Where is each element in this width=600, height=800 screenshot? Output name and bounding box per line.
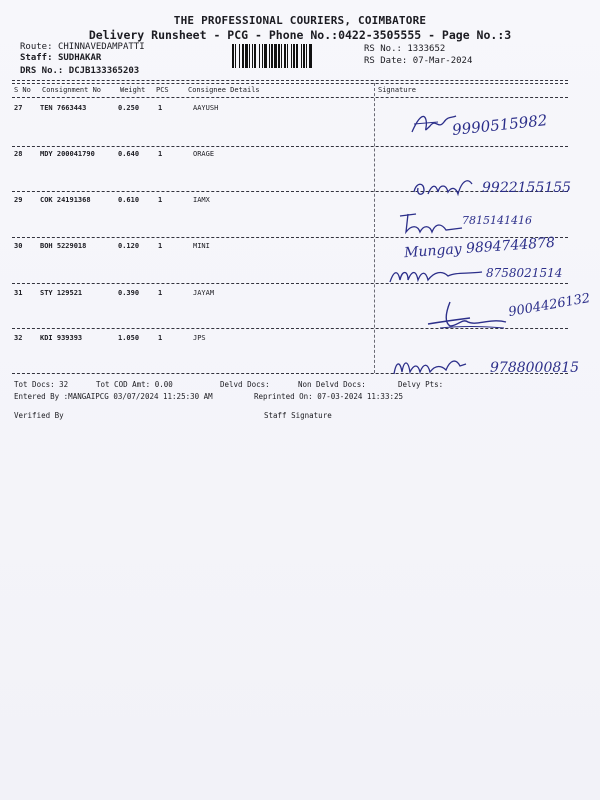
staff-value: SUDHAKAR [57, 53, 102, 63]
drs-label: DRS No.: [20, 66, 64, 76]
handwritten-phone-29: 7815141416 [462, 214, 532, 227]
handwritten-phone-32: 9788000815 [490, 360, 580, 376]
row-sno: 32 [14, 334, 23, 342]
rs-date-label: RS Date: [364, 56, 408, 66]
row-pcs: 1 [158, 104, 163, 112]
rs-date-line [364, 56, 472, 66]
entered-by: Entered By :MANGAIPCG 03/07/2024 11:25:30 AM [14, 392, 213, 401]
row-consignee: JPS [193, 334, 206, 342]
handwritten-phone-30b: 8758021514 [486, 266, 563, 280]
signature-column-divider [374, 83, 375, 373]
signature-row-31 [420, 296, 510, 336]
staff-label: Staff: [20, 53, 53, 63]
handwritten-phone-28: 9922155155 [482, 180, 572, 196]
row-consignee: AAYUSH [193, 104, 219, 112]
total-docs: Tot Docs: 32 [14, 380, 69, 389]
drs-value: DCJB133365203 [68, 66, 140, 76]
row-consignee: MINI [193, 242, 210, 250]
row-weight: 0.120 [118, 242, 140, 250]
row-sno: 29 [14, 196, 23, 204]
row-sno: 27 [14, 104, 23, 112]
signature-row-29 [396, 210, 466, 240]
col-header-sno: S No [14, 86, 31, 94]
row-weight: 0.250 [118, 104, 140, 112]
row-consignment: COK 24191368 [40, 196, 91, 204]
row-pcs: 1 [158, 334, 163, 342]
reprinted-on: Reprinted On: 07-03-2024 11:33:25 [254, 392, 404, 401]
handwritten-phone-31: 9004426132 [507, 290, 592, 321]
drs-line [20, 66, 139, 76]
row-sno: 30 [14, 242, 23, 250]
row-consignment: TEN 7663443 [40, 104, 87, 112]
row-pcs: 1 [158, 289, 163, 297]
row-pcs: 1 [158, 242, 163, 250]
route-line [20, 42, 145, 52]
row-sno: 28 [14, 150, 23, 158]
signature-row-27 [408, 108, 458, 140]
company-name: THE PROFESSIONAL COURIERS, COIMBATORE [173, 14, 427, 27]
barcode [232, 44, 356, 68]
signature-row-28 [410, 174, 480, 202]
col-header-weight: Weight [120, 86, 146, 94]
row-consignment: KDI 939393 [40, 334, 83, 342]
route-value: CHINNAVEDAMPATTI [57, 42, 145, 52]
rs-no-label: RS No.: [364, 44, 402, 54]
row-consignment: BOH 5229018 [40, 242, 87, 250]
handwritten-phone-30: Mungay 9894744878 [403, 234, 556, 262]
handwritten-phone-27: 9990515982 [451, 111, 549, 139]
row-pcs: 1 [158, 196, 163, 204]
row-weight: 0.390 [118, 289, 140, 297]
col-header-consignee: Consignee Details [188, 86, 260, 94]
runsheet-title: Delivery Runsheet - PCG - Phone No.:0422-3505555 - Page No.:3 [88, 28, 512, 42]
row-weight: 1.050 [118, 334, 140, 342]
delivered-docs: Delvd Docs: [220, 380, 270, 389]
header-top-rule-2 [12, 83, 568, 84]
row-weight: 0.640 [118, 150, 140, 158]
route-label: Route: [20, 42, 53, 52]
row-consignee: IAMX [193, 196, 210, 204]
non-delivered-docs: Non Delvd Docs: [298, 380, 366, 389]
row-sno: 31 [14, 289, 23, 297]
row-consignment: STY 129521 [40, 289, 83, 297]
row-separator [12, 146, 568, 147]
signature-row-32 [390, 354, 486, 378]
header-top-rule [12, 80, 568, 81]
staff-signature: Staff Signature [264, 411, 332, 420]
row-weight: 0.610 [118, 196, 140, 204]
rs-no-value: 1333652 [407, 44, 446, 54]
delivery-points: Delvy Pts: [398, 380, 444, 389]
total-cod-amount: Tot COD Amt: 0.00 [96, 380, 173, 389]
verified-by: Verified By [14, 411, 64, 420]
staff-line [20, 53, 101, 63]
rs-date-value: 07-Mar-2024 [412, 56, 473, 66]
signature-row-30 [386, 264, 486, 286]
col-header-signature: Signature [378, 86, 416, 94]
row-consignee: ORAGE [193, 150, 215, 158]
header-bottom-rule [12, 97, 568, 98]
row-separator [12, 237, 568, 238]
row-consignee: JAYAM [193, 289, 215, 297]
col-header-consignment: Consignment No [42, 86, 102, 94]
row-consignment: MDY 200041790 [40, 150, 95, 158]
rs-no-line [364, 44, 445, 54]
row-pcs: 1 [158, 150, 163, 158]
col-header-pcs: PCS [156, 86, 169, 94]
